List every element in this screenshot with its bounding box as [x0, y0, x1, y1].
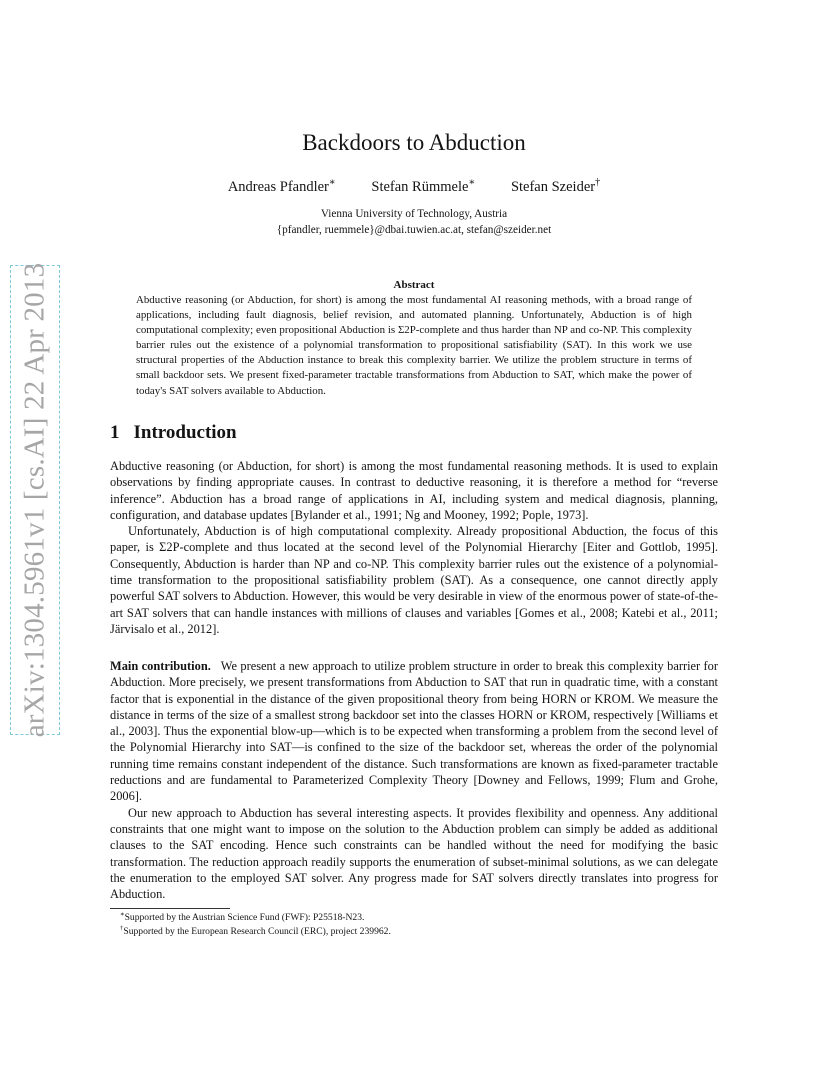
section-number: 1 [110, 422, 120, 443]
author: Stefan Rümmele∗ [371, 177, 476, 195]
author: Stefan Szeider† [510, 177, 601, 195]
section-heading [110, 422, 237, 444]
paragraph: Abductive reasoning (or Abduction, for short) is among the most fundamental reasoning methods. It is used to explain observations by finding appropriate causes. In contrast to deductive reasoning, it is therefore a method for “reverse inference”. Abduction has a broad range of applications in AI, including system and medical diagnosis, planning, configuration, and database updates [Bylander et al., 1991; Ng and Mooney, 1992; Pople, 1973]. [110, 459, 718, 522]
intro-body-2 [110, 658, 718, 902]
author: Andreas Pfandler∗ [227, 177, 336, 195]
paragraph: Unfortunately, Abduction is of high computational complexity. Already propositional Abduction, the focus of this paper, is Σ2P-complete and thus located at the second level of the Polynomial Hierarchy [Eiter and Gottlob, 1995]. Consequently, Abduction is harder than NP and co-NP. This complexity barrier rules out the existence of a polynomial-time transformation to the propositional satisfiability problem (SAT). As a consequence, one cannot directly apply powerful SAT solvers to Abduction. However, this would be very desirable in view of the enormous power of state-of-the-art SAT solvers that can handle instances with millions of clauses and variables [Gomes et al., 2008; Katebi et al., 2011; Järvisalo et al., 2012]. [110, 524, 718, 636]
author-list [0, 179, 828, 196]
paper-title: Backdoors to Abduction [302, 130, 526, 155]
emails: {pfandler, ruemmele}@dbai.tuwien.ac.at, stefan@szeider.net [276, 224, 552, 236]
arxiv-stamp [10, 262, 60, 738]
abstract-heading: Abstract [393, 279, 435, 291]
arxiv-stamp-text: arXiv:1304.5961v1 [cs.AI] 22 Apr 2013 [18, 262, 51, 738]
abstract-body: Abductive reasoning (or Abduction, for short) is among the most fundamental AI reasoning methods, with a broad range of applications, including fault diagnosis, belief revision, and automated planning. Unfortunately, Abduction is of high computational complexity; even propositional Abduction is Σ2P-complete and thus harder than NP and co-NP. This complexity barrier rules out the existence of a polynomial transformation to propositional satisfiability (SAT). In this work we use structural properties of the Abduction instance to break this complexity barrier. We utilize the problem structure in terms of small backdoor sets. We present fixed-parameter tractable transformations from Abduction to SAT, which make the power of today's SAT solvers available to Abduction. [136, 294, 692, 397]
footnotes [110, 911, 391, 938]
footnote: ∗Supported by the Austrian Science Fund (FWF): P25518-N23. [120, 910, 365, 923]
footnote: †Supported by the European Research Council (ERC), project 239962. [120, 924, 391, 937]
footnote-rule [110, 908, 230, 909]
intro-body-1 [110, 458, 718, 637]
paragraph: Our new approach to Abduction has several interesting aspects. It provides flexibility and openness. Any additional constraints that one might want to impose on the solution to the Abduction problem can simply be added as additional clauses to the SAT encoding. Hence such constraints can be handled without the need for modifying the basic transformation. The reduction approach readily supports the enumeration of subset-minimal solutions, as we can delegate the enumeration to the employed SAT solver. Any progress made for SAT solvers directly translates into progress for Abduction. [110, 805, 718, 902]
institution: Vienna University of Technology, Austria [320, 208, 508, 220]
section-title: Introduction [133, 422, 237, 443]
paragraph-lead: Main contribution. [110, 659, 211, 673]
affiliation [0, 206, 828, 238]
paragraph: Main contribution. We present a new approach to utilize problem structure in order to break this complexity barrier for Abduction. More precisely, we present transformations from Abduction to SAT that run in quadratic time, with a constant factor that is exponential in the distance of the given propositional theory from being HORN or KROM. We measure the distance in terms of the size of a smallest strong backdoor set into the classes HORN or KROM, respectively [Williams et al., 2003]. Thus the exponential blow-up—which is to be expected when transforming a problem from the second level of the Polynomial Hierarchy into SAT—is confined to the size of the backdoor set, whereas the order of the polynomial running time remains constant independent of the distance. Such transformations are known as fixed-parameter tractable reductions and are fundamental to Parameterized Complexity Theory [Downey and Fellows, 1999; Flum and Grohe, 2006]. [110, 659, 718, 804]
